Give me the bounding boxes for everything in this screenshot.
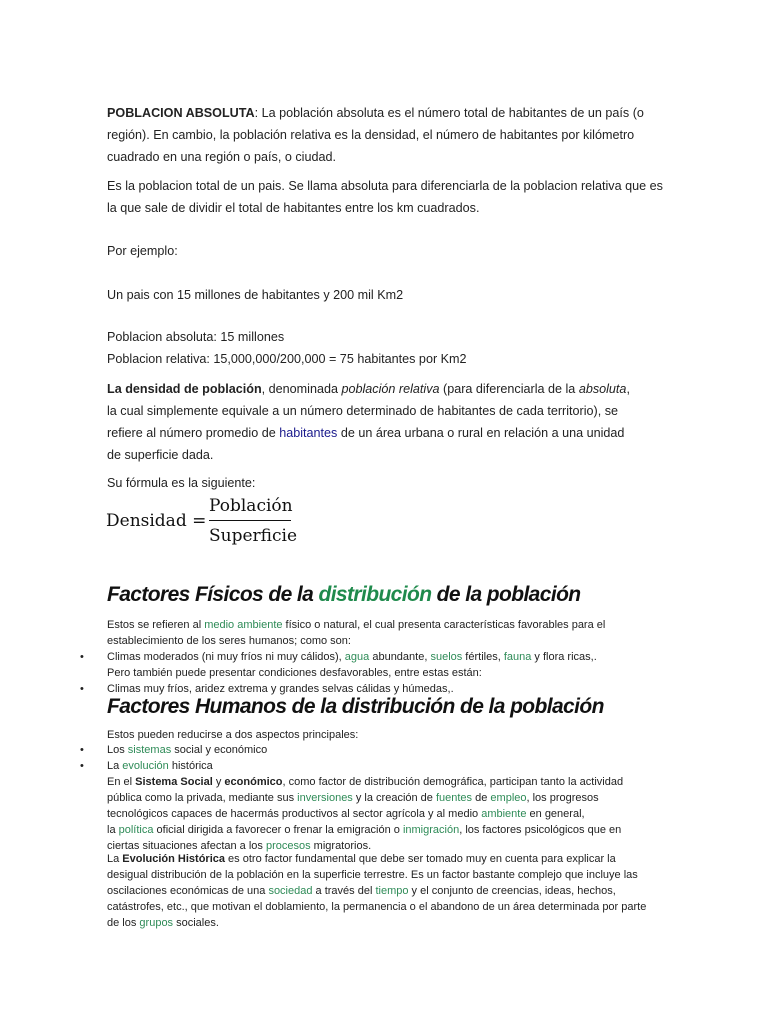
formula-lhs: Densidad =	[106, 511, 207, 531]
bullet-marker: •	[80, 683, 84, 695]
bullet-marker: •	[80, 651, 84, 663]
link-habitantes[interactable]: habitantes	[279, 426, 338, 440]
paragraph-definicion: Es la poblacion total de un pais. Se llama absoluta para diferenciarla de la poblacion relativa que es la que sale de dividir el total de habitantes entre los km cuadrados.	[107, 179, 663, 215]
list-item-climas-moderados: Climas moderados (ni muy fríos ni muy cálidos), agua abundante, suelos fértiles, fauna y flora ricas,.	[107, 651, 597, 663]
link-evolucion[interactable]: evolución	[122, 760, 169, 772]
link-procesos[interactable]: procesos	[265, 840, 311, 852]
paragraph-densidad: La densidad de población, denominada población relativa (para diferenciarla de la absoluta, la cual simplemente equivale a un número determinado de habitantes de cada territorio), se refiere al número promedio de habitantes de un área urbana o rural en relación a una unidad de superficie dada.	[107, 382, 630, 462]
formula-numerator: Población	[209, 496, 293, 516]
humanos-intro: Estos pueden reducirse a dos aspectos principales:	[107, 729, 359, 741]
formula-denominator: Superficie	[209, 526, 298, 546]
link-inversiones[interactable]: inversiones	[297, 792, 353, 804]
link-fauna[interactable]: fauna	[503, 651, 532, 663]
link-tiempo[interactable]: tiempo	[375, 885, 409, 897]
link-politica[interactable]: política	[118, 824, 154, 836]
poblacion-absoluta-line: Poblacion absoluta: 15 millones	[107, 330, 285, 344]
link-agua[interactable]: agua	[344, 651, 370, 663]
paragraph-sistema-social: En el Sistema Social y económico, como factor de distribución demográfica, participan tanto la actividad pública como la privada, mediante sus inversiones y la creación de fuentes de empleo, los progresos tecnológicos capaces de hacermás productivos al sector agrícola y al medio ambiente en general, la política oficial dirigida a favorecer o frenar la emigración o inmigración, los factores psicológicos que en ciertas situaciones afectan a los procesos migratorios.	[107, 776, 624, 852]
link-grupos[interactable]: grupos	[139, 917, 174, 929]
paragraph-evolucion-historica: La Evolución Histórica es otro factor fundamental que debe ser tomado muy en cuenta para explicar la desigual distribución de la población en la superficie terrestre. Es un factor bastante complejo que incluye las oscilaciones económicas de una sociedad a través del tiempo y el conjunto de creencias, ideas, hechos, catástrofes, etc., que motivan el doblamiento, la permanencia o el abandono de un área determinada por parte de los grupos sociales.	[107, 853, 647, 929]
fraction-bar	[209, 520, 291, 521]
term-poblacion-absoluta: POBLACION ABSOLUTA	[107, 106, 255, 120]
link-inmigracion[interactable]: inmigración	[402, 824, 460, 836]
fisicos-mid: Pero también puede presentar condiciones desfavorables, entre estas están:	[107, 667, 482, 679]
bullet-marker: •	[80, 760, 84, 772]
link-medio-ambiente[interactable]: medio ambiente	[204, 619, 283, 631]
list-item-evolucion: La evolución histórica	[107, 760, 213, 772]
heading-factores-humanos: Factores Humanos de la distribución de la población	[107, 695, 604, 718]
formula-fraction	[209, 494, 298, 548]
link-ambiente[interactable]: ambiente	[481, 808, 527, 820]
fisicos-intro: Estos se refieren al medio ambiente físico o natural, el cual presenta características favorables para el establecimiento de los seres humanos; como son:	[107, 619, 606, 647]
heading-factores-fisicos: Factores Físicos de la distribución de la población	[107, 583, 581, 606]
list-item-sistemas: Los sistemas social y económico	[107, 744, 268, 756]
bullet-marker: •	[80, 744, 84, 756]
paragraph-poblacion-absoluta: POBLACION ABSOLUTA: La población absoluta es el número total de habitantes de un país (o región). En cambio, la población relativa es la densidad, el número de habitantes por kilómetro cuadrado en una región o país, o ciudad.	[107, 106, 644, 164]
ejemplo-pais: Un pais con 15 millones de habitantes y 200 mil Km2	[107, 288, 404, 302]
link-sistemas[interactable]: sistemas	[127, 744, 172, 756]
ejemplo-label: Por ejemplo:	[107, 244, 178, 258]
link-empleo[interactable]: empleo	[490, 792, 527, 804]
list-item-climas-frios: Climas muy fríos, aridez extrema y grandes selvas cálidas y húmedas,.	[107, 683, 454, 695]
link-fuentes[interactable]: fuentes	[435, 792, 473, 804]
link-suelos[interactable]: suelos	[430, 651, 463, 663]
formula-intro: Su fórmula es la siguiente:	[107, 476, 256, 490]
link-sociedad[interactable]: sociedad	[268, 885, 313, 897]
poblacion-relativa-line: Poblacion relativa: 15,000,000/200,000 = 75 habitantes por Km2	[107, 352, 467, 366]
